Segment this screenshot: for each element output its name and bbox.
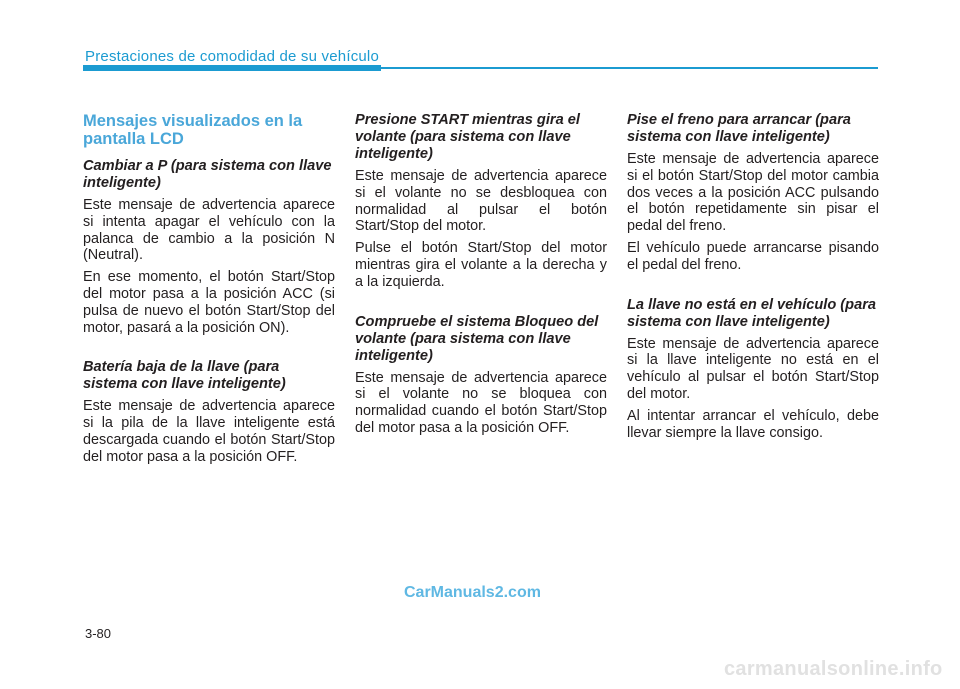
low-key-battery-text: Este mensaje de advertencia aparece si la pila de la llave inteligente está descargada cuando el botón Start/Stop del motor pasa a la posición OFF. bbox=[83, 398, 335, 465]
column-1 bbox=[83, 112, 335, 471]
key-not-in-vehicle-text-2: Al intentar arrancar el vehículo, debe llevar siempre la llave consigo. bbox=[627, 407, 879, 441]
column-3 bbox=[627, 112, 879, 446]
press-brake-text-1: Este mensaje de advertencia aparece si el botón Start/Stop del motor cambia dos veces a la posición ACC pulsando el botón repetidamente sin pisar el pedal del freno. bbox=[627, 151, 879, 235]
key-not-in-vehicle-title: La llave no está en el vehículo (para sistema con llave inteligente) bbox=[627, 296, 876, 330]
header-rule bbox=[381, 67, 878, 69]
key-not-in-vehicle-text-1: Este mensaje de advertencia aparece si la llave inteligente no está en el vehículo al pulsar el botón Start/Stop del motor. bbox=[627, 335, 879, 402]
check-steering-lock-text: Este mensaje de advertencia aparece si el volante no se bloquea con normalidad cuando el botón Start/Stop del motor pasa a la posición OFF. bbox=[355, 369, 607, 436]
press-start-steering-text-1: Este mensaje de advertencia aparece si el volante no se desbloquea con normalidad al pulsar el botón Start/Stop del motor. bbox=[355, 168, 607, 235]
low-key-battery-title: Batería baja de la llave (para sistema con llave inteligente) bbox=[83, 359, 286, 393]
shift-to-p-text-1: Este mensaje de advertencia aparece si intenta apagar el vehículo con la palanca de cambio a la posición N (Neutral). bbox=[83, 197, 335, 264]
press-start-steering-text-2: Pulse el botón Start/Stop del motor mientras gira el volante a la derecha y a la izquierda. bbox=[355, 240, 607, 290]
shift-to-p-title: Cambiar a P (para sistema con llave inteligente) bbox=[83, 158, 332, 191]
spacer bbox=[355, 296, 607, 314]
column-2 bbox=[355, 112, 607, 442]
header-accent-bar bbox=[83, 65, 381, 71]
watermark-site-link[interactable]: CarManuals2.com bbox=[404, 584, 541, 601]
spacer bbox=[83, 341, 335, 359]
spacer bbox=[627, 279, 879, 297]
press-brake-text-2: El vehículo puede arrancarse pisando el pedal del freno. bbox=[627, 239, 879, 273]
page-number: 3-80 bbox=[85, 626, 112, 641]
press-brake-title: Pise el freno para arrancar (para sistema con llave inteligente) bbox=[627, 112, 851, 145]
shift-to-p-text-2: En ese momento, el botón Start/Stop del motor pasa a la posición ACC (si pulsa de nuevo el botón Start/Stop del motor, pasará a la posición ON). bbox=[83, 269, 335, 336]
press-start-steering-title: Presione START mientras gira el volante (para sistema con llave inteligente) bbox=[355, 112, 580, 162]
section-header-title: Prestaciones de comodidad de su vehículo bbox=[85, 48, 380, 65]
check-steering-lock-title: Compruebe el sistema Bloqueo del volante (para sistema con llave inteligente) bbox=[355, 313, 599, 364]
lcd-messages-heading: Mensajes visualizados en la pantalla LCD bbox=[83, 112, 303, 148]
watermark-bottom: carmanualsonline.info bbox=[724, 658, 943, 680]
